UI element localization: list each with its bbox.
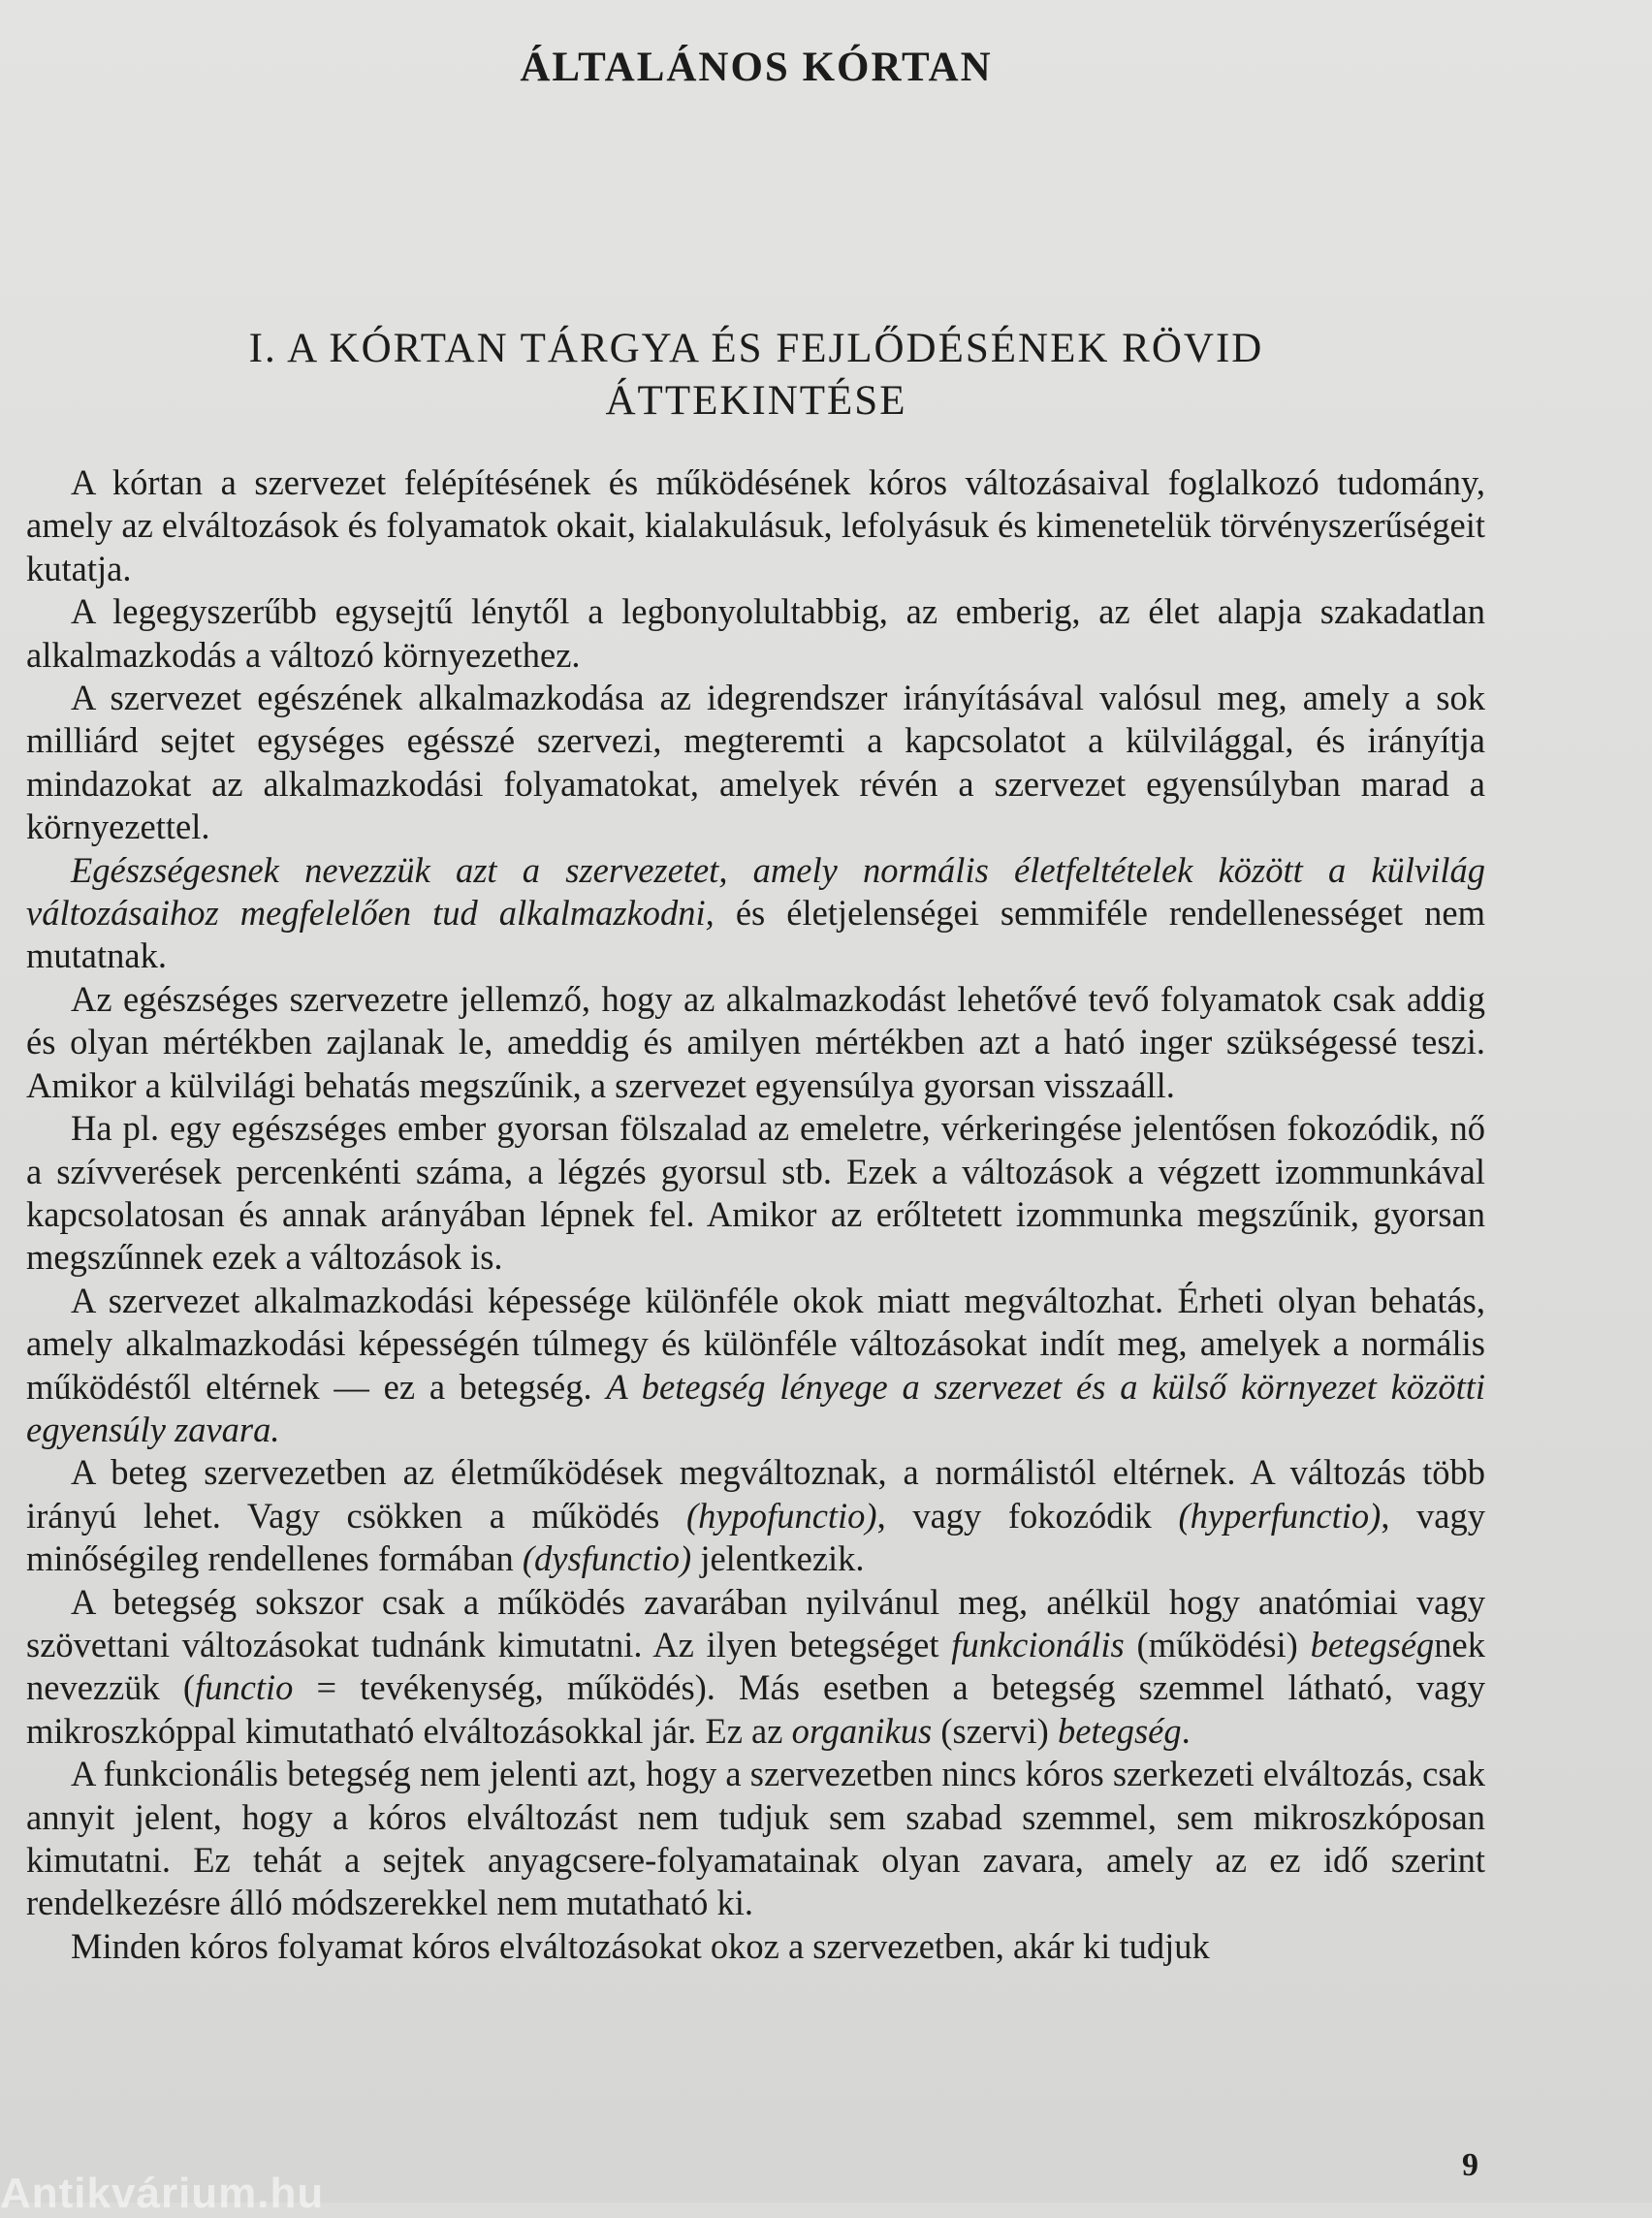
term-betegseg: betegség	[1310, 1624, 1435, 1664]
term-hyperfunctio: (hyperfunctio)	[1178, 1495, 1382, 1536]
definition-health: Egészségesnek nevezzük azt a szervezetet, amely normális életfeltételek között a külvilág változásaihoz megfelelően tud alkalmazkodni,	[26, 849, 1485, 934]
body-text	[26, 461, 1485, 1968]
paragraph-3: A szervezet egészének alkalmazkodása az idegrendszer irányításával valósul meg, amely a sok milliárd sejtet egységes egésszé szervezi, megteremti a kapcsolatot a külvilággal, és irányítja mindazokat az alkalmazkodási folyamatokat, amelyek révén a szervezet egyensúlyban marad a környezettel.	[26, 678, 1485, 847]
chapter-title-line-2: ÁTTEKINTÉSE	[605, 378, 907, 424]
paragraph-2: A legegyszerűbb egysejtű lénytől a legbonyolultabbig, az emberig, az élet alapja szakadatlan alkalmazkodás a változó környezethez.	[26, 591, 1485, 675]
paragraph-5: Az egészséges szervezetre jellemző, hogy az alkalmazkodást lehetővé tevő folyamatok csak addig és olyan mértékben zajlanak le, ameddig és amilyen mértékben azt a ható inger szükségessé teszi. Amikor a külvilági behatás megszűnik, a szervezet egyensúlya gyorsan visszaáll.	[26, 978, 1485, 1105]
term-organikus: organikus	[791, 1710, 933, 1751]
term-hypofunctio: (hypofunctio)	[685, 1495, 877, 1536]
paragraph-7: A szervezet alkalmazkodási képessége különféle okok miatt megváltozhat. Érheti olyan behatás, amely alkalmazkodási képességén túlmegy és különféle változásokat indít meg, amelyek a normális működéstől eltérnek — ez a betegség. A betegség lényege a szervezet és a külső környezet közötti egyensúly zavara.	[26, 1280, 1485, 1449]
definition-disease: A betegség lényege a szervezet és a külső környezet közötti egyensúly zavara.	[26, 1366, 1485, 1449]
paragraph-6: Ha pl. egy egészséges ember gyorsan fölszalad az emeletre, vérkeringése jelentősen fokozódik, nő a szívverések percenkénti száma, a légzés gyorsul stb. Ezek a változások a végzett izommunkával kapcsolatosan és annak arányában lépnek fel. Amikor az erőltetett izommunka megszűnik, gyorsan megszűnnek ezek a változások is.	[26, 1108, 1485, 1278]
book-title: ÁLTALÁNOS KÓRTAN	[520, 45, 993, 90]
chapter-title-line-1: I. A KÓRTAN TÁRGYA ÉS FEJLŐDÉSÉNEK RÖVID	[248, 326, 1264, 371]
paragraph-4: Egészségesnek nevezzük azt a szervezetet, amely normális életfeltételek között a külvilág változásaihoz megfelelően tud alkalmazkodni, és életjelenségei semmiféle rendellenességet nem mutatnak.	[26, 849, 1485, 976]
term-functio: functio	[195, 1667, 294, 1708]
watermark: Antikvárium.hu	[0, 2170, 325, 2217]
paragraph-10: A funkcionális betegség nem jelenti azt, hogy a szervezetben nincs kóros szerkezeti elváltozás, csak annyit jelent, hogy a kóros elváltozást nem tudjuk sem szabad szemmel, sem mikroszkóposan kimutatni. Ez tehát a sejtek anyagcsere-folyamatainak olyan zavara, amely az ez idő szerint rendelkezésre álló módszerekkel nem mutatható ki.	[26, 1754, 1485, 1923]
chapter-title	[97, 323, 1415, 428]
term-betegseg-2: betegség	[1057, 1710, 1182, 1751]
paragraph-8: A beteg szervezetben az életműködések megváltoznak, a normálistól eltérnek. A változás több irányú lehet. Vagy csökken a működés (hypofunctio), vagy fokozódik (hyperfunctio), vagy minőségileg rendellenes formában (dysfunctio) jelentkezik.	[26, 1452, 1486, 1579]
paragraph-9: A betegség sokszor csak a működés zavarában nyilvánul meg, anélkül hogy anatómiai vagy szövettani változásokat tudnánk kimutatni. Az ilyen betegséget funkcionális (működési) betegségnek nevezzük (functio = tevékenység, működés). Más esetben a betegség szemmel látható, vagy mikroszkóppal kimutatható elváltozásokkal jár. Ez az organikus (szervi) betegség.	[26, 1581, 1485, 1751]
term-dysfunctio: (dysfunctio)	[522, 1538, 692, 1579]
paragraph-1: A kórtan a szervezet felépítésének és működésének kóros változásaival foglalkozó tudomány, amely az elváltozások és folyamatok okait, kialakulásuk, lefolyásuk és kimenetelük törvényszerűségeit kutatja.	[26, 462, 1485, 588]
page-number: 9	[1462, 2147, 1478, 2183]
term-funkcionalis: funkcionális	[951, 1624, 1125, 1664]
paragraph-11: Minden kóros folyamat kóros elváltozásokat okoz a szervezetben, akár ki tudjuk	[71, 1925, 1210, 1966]
